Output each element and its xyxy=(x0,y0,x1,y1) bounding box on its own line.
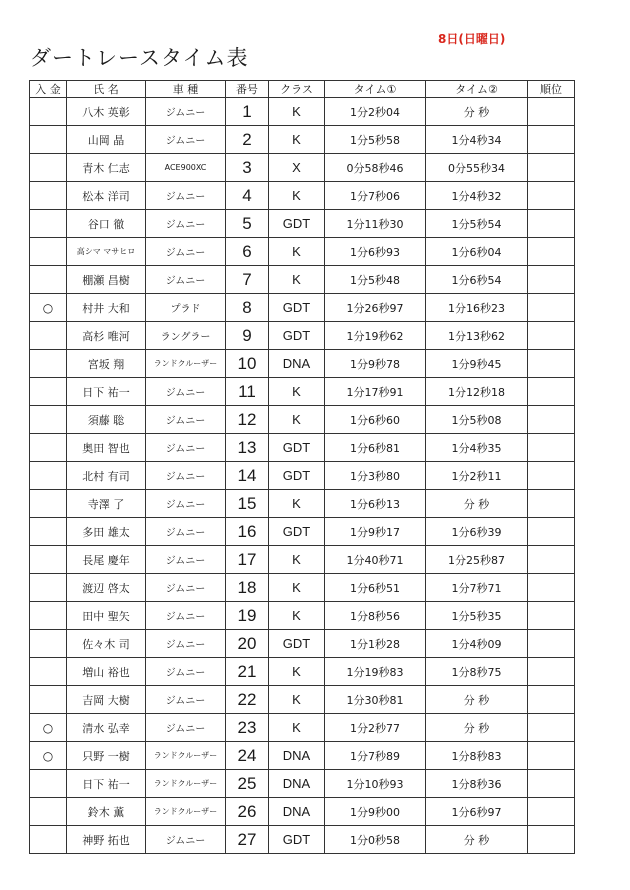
table-row xyxy=(30,826,575,854)
time1-cell: 1分17秒91 xyxy=(325,378,426,406)
car-cell: ジムニー xyxy=(146,378,226,406)
paid-cell xyxy=(30,126,67,154)
table-row xyxy=(30,322,575,350)
header-rank: 順位 xyxy=(528,81,575,98)
number-cell: 17 xyxy=(226,546,269,574)
car-cell: ジムニー xyxy=(146,406,226,434)
class-cell: GDT xyxy=(269,630,325,658)
car-cell: ジムニー xyxy=(146,182,226,210)
number-cell: 20 xyxy=(226,630,269,658)
car-cell: ジムニー xyxy=(146,490,226,518)
number-cell: 4 xyxy=(226,182,269,210)
paid-cell: ○ xyxy=(30,294,67,322)
name-cell: 只野 一樹 xyxy=(67,742,146,770)
table-row xyxy=(30,602,575,630)
time2-cell: 1分6秒04 xyxy=(426,238,528,266)
time1-cell: 1分19秒83 xyxy=(325,658,426,686)
car-cell: ジムニー xyxy=(146,630,226,658)
time2-cell: 分 秒 xyxy=(426,826,528,854)
table-row xyxy=(30,490,575,518)
car-cell: ジムニー xyxy=(146,602,226,630)
table-row xyxy=(30,378,575,406)
time1-cell: 1分19秒62 xyxy=(325,322,426,350)
time2-cell: 1分4秒34 xyxy=(426,126,528,154)
time1-cell: 1分6秒81 xyxy=(325,434,426,462)
time1-cell: 1分10秒93 xyxy=(325,770,426,798)
rank-cell xyxy=(528,462,575,490)
number-cell: 9 xyxy=(226,322,269,350)
rank-cell xyxy=(528,98,575,126)
rank-cell xyxy=(528,210,575,238)
time2-cell: 0分55秒34 xyxy=(426,154,528,182)
paid-cell: ○ xyxy=(30,714,67,742)
class-cell: GDT xyxy=(269,462,325,490)
time2-cell: 1分7秒71 xyxy=(426,574,528,602)
number-cell: 22 xyxy=(226,686,269,714)
time1-cell: 1分6秒93 xyxy=(325,238,426,266)
number-cell: 6 xyxy=(226,238,269,266)
paid-cell xyxy=(30,378,67,406)
time2-cell: 1分5秒54 xyxy=(426,210,528,238)
car-cell: ジムニー xyxy=(146,126,226,154)
rank-cell xyxy=(528,518,575,546)
time2-cell: 1分2秒11 xyxy=(426,462,528,490)
name-cell: 宮坂 翔 xyxy=(67,350,146,378)
class-cell: K xyxy=(269,546,325,574)
paid-cell xyxy=(30,462,67,490)
table-row xyxy=(30,658,575,686)
table-row xyxy=(30,686,575,714)
rank-cell xyxy=(528,350,575,378)
name-cell: 山岡 晶 xyxy=(67,126,146,154)
paid-cell xyxy=(30,350,67,378)
car-cell: ランドクルーザー xyxy=(146,798,226,826)
car-cell: ジムニー xyxy=(146,574,226,602)
time2-cell: 1分12秒18 xyxy=(426,378,528,406)
time1-cell: 1分11秒30 xyxy=(325,210,426,238)
class-cell: GDT xyxy=(269,322,325,350)
paid-cell xyxy=(30,238,67,266)
name-cell: 須藤 聡 xyxy=(67,406,146,434)
rank-cell xyxy=(528,434,575,462)
rank-cell xyxy=(528,546,575,574)
number-cell: 26 xyxy=(226,798,269,826)
number-cell: 2 xyxy=(226,126,269,154)
time1-cell: 1分6秒13 xyxy=(325,490,426,518)
rank-cell xyxy=(528,602,575,630)
rank-cell xyxy=(528,406,575,434)
name-cell: 増山 裕也 xyxy=(67,658,146,686)
rank-cell xyxy=(528,714,575,742)
rank-cell xyxy=(528,770,575,798)
table-row xyxy=(30,126,575,154)
table-row xyxy=(30,406,575,434)
class-cell: K xyxy=(269,182,325,210)
paid-cell xyxy=(30,98,67,126)
car-cell: ジムニー xyxy=(146,462,226,490)
rank-cell xyxy=(528,266,575,294)
paid-cell xyxy=(30,658,67,686)
time2-cell: 1分16秒23 xyxy=(426,294,528,322)
time2-cell: 1分13秒62 xyxy=(426,322,528,350)
class-cell: X xyxy=(269,154,325,182)
number-cell: 7 xyxy=(226,266,269,294)
number-cell: 24 xyxy=(226,742,269,770)
class-cell: K xyxy=(269,126,325,154)
car-cell: ジムニー xyxy=(146,686,226,714)
table-row xyxy=(30,462,575,490)
number-cell: 10 xyxy=(226,350,269,378)
rank-cell xyxy=(528,686,575,714)
number-cell: 27 xyxy=(226,826,269,854)
name-cell: 北村 有司 xyxy=(67,462,146,490)
car-cell: ジムニー xyxy=(146,266,226,294)
paid-cell xyxy=(30,574,67,602)
time1-cell: 1分26秒97 xyxy=(325,294,426,322)
number-cell: 13 xyxy=(226,434,269,462)
car-cell: ランドクルーザー xyxy=(146,350,226,378)
name-cell: 清水 弘幸 xyxy=(67,714,146,742)
time2-cell: 1分4秒32 xyxy=(426,182,528,210)
class-cell: K xyxy=(269,406,325,434)
rank-cell xyxy=(528,294,575,322)
class-cell: GDT xyxy=(269,826,325,854)
car-cell: ランドクルーザー xyxy=(146,770,226,798)
class-cell: GDT xyxy=(269,518,325,546)
name-cell: 吉岡 大樹 xyxy=(67,686,146,714)
name-cell: 長尾 慶年 xyxy=(67,546,146,574)
name-cell: 多田 雄太 xyxy=(67,518,146,546)
time1-cell: 1分7秒89 xyxy=(325,742,426,770)
class-cell: DNA xyxy=(269,742,325,770)
car-cell: ジムニー xyxy=(146,98,226,126)
number-cell: 5 xyxy=(226,210,269,238)
class-cell: GDT xyxy=(269,294,325,322)
table-row xyxy=(30,182,575,210)
table-row xyxy=(30,98,575,126)
time2-cell: 1分6秒39 xyxy=(426,518,528,546)
time1-cell: 1分5秒58 xyxy=(325,126,426,154)
time2-cell: 1分8秒36 xyxy=(426,770,528,798)
table-row xyxy=(30,210,575,238)
time1-cell: 1分7秒06 xyxy=(325,182,426,210)
rank-cell xyxy=(528,322,575,350)
class-cell: K xyxy=(269,98,325,126)
car-cell: ジムニー xyxy=(146,238,226,266)
time2-cell: 分 秒 xyxy=(426,714,528,742)
rank-cell xyxy=(528,490,575,518)
paid-cell xyxy=(30,518,67,546)
time2-cell: 1分9秒45 xyxy=(426,350,528,378)
time2-cell: 1分6秒54 xyxy=(426,266,528,294)
time2-cell: 分 秒 xyxy=(426,98,528,126)
table-row xyxy=(30,350,575,378)
header-car: 車 種 xyxy=(146,81,226,98)
header-time2: タイム② xyxy=(426,81,528,98)
header-row xyxy=(30,81,575,98)
time1-cell: 1分6秒51 xyxy=(325,574,426,602)
paid-cell xyxy=(30,798,67,826)
table-row xyxy=(30,770,575,798)
name-cell: 奥田 智也 xyxy=(67,434,146,462)
rank-cell xyxy=(528,630,575,658)
paid-cell xyxy=(30,630,67,658)
car-cell: プラド xyxy=(146,294,226,322)
time1-cell: 1分9秒00 xyxy=(325,798,426,826)
time2-cell: 1分8秒83 xyxy=(426,742,528,770)
time1-cell: 1分30秒81 xyxy=(325,686,426,714)
header-time1: タイム① xyxy=(325,81,426,98)
name-cell: 佐々木 司 xyxy=(67,630,146,658)
number-cell: 14 xyxy=(226,462,269,490)
time1-cell: 1分8秒56 xyxy=(325,602,426,630)
car-cell: ジムニー xyxy=(146,518,226,546)
name-cell: 渡辺 啓太 xyxy=(67,574,146,602)
number-cell: 3 xyxy=(226,154,269,182)
paid-cell xyxy=(30,322,67,350)
class-cell: K xyxy=(269,658,325,686)
car-cell: ジムニー xyxy=(146,714,226,742)
number-cell: 1 xyxy=(226,98,269,126)
car-cell: ジムニー xyxy=(146,826,226,854)
time1-cell: 1分6秒60 xyxy=(325,406,426,434)
header-number: 番号 xyxy=(226,81,269,98)
name-cell: 高杉 唯河 xyxy=(67,322,146,350)
table-row xyxy=(30,798,575,826)
name-cell: 神野 拓也 xyxy=(67,826,146,854)
time1-cell: 1分2秒77 xyxy=(325,714,426,742)
paid-cell xyxy=(30,210,67,238)
class-cell: K xyxy=(269,238,325,266)
table-row xyxy=(30,546,575,574)
paid-cell xyxy=(30,434,67,462)
table-row xyxy=(30,742,575,770)
table-row xyxy=(30,714,575,742)
page-title: ダートレースタイム表 xyxy=(30,46,249,70)
rank-cell xyxy=(528,826,575,854)
time2-cell: 1分6秒97 xyxy=(426,798,528,826)
time1-cell: 1分0秒58 xyxy=(325,826,426,854)
class-cell: K xyxy=(269,714,325,742)
class-cell: DNA xyxy=(269,770,325,798)
time2-cell: 分 秒 xyxy=(426,490,528,518)
time1-cell: 0分58秒46 xyxy=(325,154,426,182)
table-row xyxy=(30,518,575,546)
number-cell: 16 xyxy=(226,518,269,546)
event-date: 8日(日曜日) xyxy=(438,32,506,46)
name-cell: 棚瀬 昌樹 xyxy=(67,266,146,294)
time-table xyxy=(29,80,575,854)
number-cell: 18 xyxy=(226,574,269,602)
paid-cell xyxy=(30,406,67,434)
name-cell: 高シマ マサヒロ xyxy=(67,238,146,266)
paid-cell: ○ xyxy=(30,742,67,770)
class-cell: GDT xyxy=(269,434,325,462)
rank-cell xyxy=(528,154,575,182)
name-cell: 村井 大和 xyxy=(67,294,146,322)
time2-cell: 分 秒 xyxy=(426,686,528,714)
time1-cell: 1分3秒80 xyxy=(325,462,426,490)
class-cell: DNA xyxy=(269,350,325,378)
number-cell: 25 xyxy=(226,770,269,798)
time1-cell: 1分40秒71 xyxy=(325,546,426,574)
car-cell: ジムニー xyxy=(146,658,226,686)
rank-cell xyxy=(528,378,575,406)
class-cell: K xyxy=(269,490,325,518)
number-cell: 15 xyxy=(226,490,269,518)
table-row xyxy=(30,294,575,322)
paid-cell xyxy=(30,826,67,854)
name-cell: 谷口 徹 xyxy=(67,210,146,238)
name-cell: 八木 英彰 xyxy=(67,98,146,126)
car-cell: ラングラー xyxy=(146,322,226,350)
rank-cell xyxy=(528,182,575,210)
name-cell: 田中 聖矢 xyxy=(67,602,146,630)
paid-cell xyxy=(30,686,67,714)
number-cell: 12 xyxy=(226,406,269,434)
car-cell: ジムニー xyxy=(146,434,226,462)
time1-cell: 1分1秒28 xyxy=(325,630,426,658)
class-cell: DNA xyxy=(269,798,325,826)
time1-cell: 1分5秒48 xyxy=(325,266,426,294)
paid-cell xyxy=(30,182,67,210)
header-name: 氏 名 xyxy=(67,81,146,98)
paid-cell xyxy=(30,546,67,574)
table-row xyxy=(30,574,575,602)
name-cell: 松本 洋司 xyxy=(67,182,146,210)
number-cell: 23 xyxy=(226,714,269,742)
name-cell: 日下 祐一 xyxy=(67,770,146,798)
car-cell: ランドクルーザー xyxy=(146,742,226,770)
rank-cell xyxy=(528,742,575,770)
class-cell: K xyxy=(269,574,325,602)
car-cell: ジムニー xyxy=(146,210,226,238)
class-cell: GDT xyxy=(269,210,325,238)
number-cell: 19 xyxy=(226,602,269,630)
rank-cell xyxy=(528,658,575,686)
class-cell: K xyxy=(269,602,325,630)
header-paid: 入 金 xyxy=(30,81,67,98)
name-cell: 鈴木 薫 xyxy=(67,798,146,826)
time1-cell: 1分9秒17 xyxy=(325,518,426,546)
time2-cell: 1分5秒08 xyxy=(426,406,528,434)
paid-cell xyxy=(30,770,67,798)
paid-cell xyxy=(30,266,67,294)
table-row xyxy=(30,434,575,462)
paid-cell xyxy=(30,154,67,182)
rank-cell xyxy=(528,798,575,826)
time1-cell: 1分9秒78 xyxy=(325,350,426,378)
table-row xyxy=(30,630,575,658)
car-cell: ACE900XC xyxy=(146,154,226,182)
time1-cell: 1分2秒04 xyxy=(325,98,426,126)
rank-cell xyxy=(528,574,575,602)
table-row xyxy=(30,154,575,182)
number-cell: 21 xyxy=(226,658,269,686)
table-row xyxy=(30,238,575,266)
rank-cell xyxy=(528,238,575,266)
name-cell: 日下 祐一 xyxy=(67,378,146,406)
number-cell: 11 xyxy=(226,378,269,406)
class-cell: K xyxy=(269,686,325,714)
time2-cell: 1分4秒35 xyxy=(426,434,528,462)
car-cell: ジムニー xyxy=(146,546,226,574)
table-row xyxy=(30,266,575,294)
time2-cell: 1分25秒87 xyxy=(426,546,528,574)
time2-cell: 1分8秒75 xyxy=(426,658,528,686)
paid-cell xyxy=(30,490,67,518)
rank-cell xyxy=(528,126,575,154)
paid-cell xyxy=(30,602,67,630)
number-cell: 8 xyxy=(226,294,269,322)
name-cell: 寺澤 了 xyxy=(67,490,146,518)
time2-cell: 1分4秒09 xyxy=(426,630,528,658)
time2-cell: 1分5秒35 xyxy=(426,602,528,630)
class-cell: K xyxy=(269,266,325,294)
class-cell: K xyxy=(269,378,325,406)
header-class: クラス xyxy=(269,81,325,98)
name-cell: 青木 仁志 xyxy=(67,154,146,182)
